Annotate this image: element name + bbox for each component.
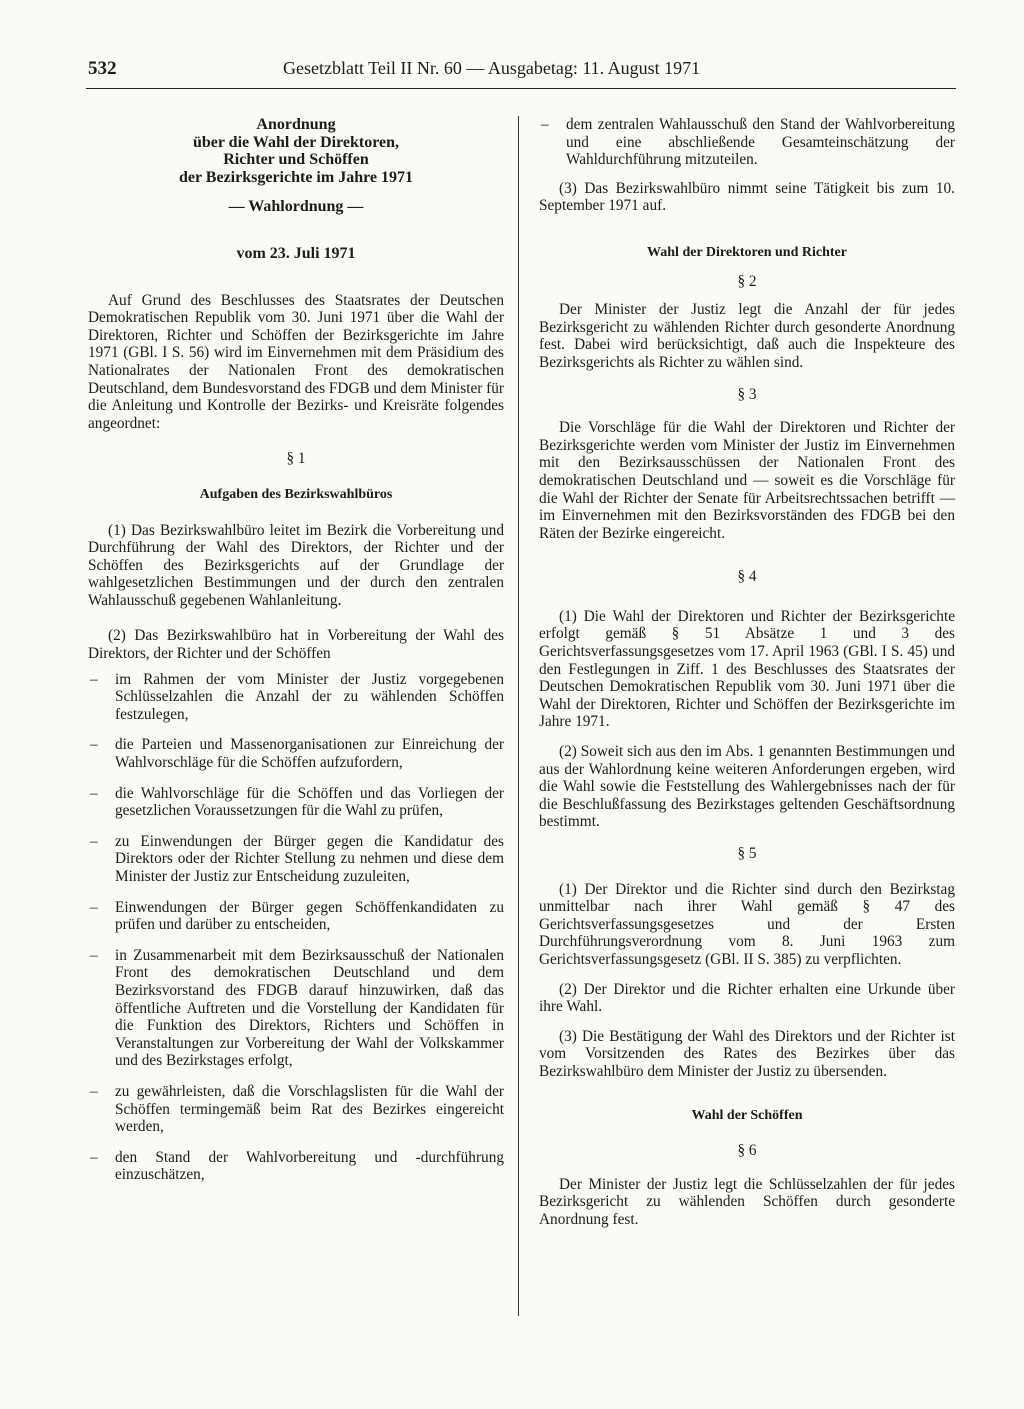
task-list-continued xyxy=(539,116,955,169)
section-number: § 4 xyxy=(737,568,757,586)
paragraph: (3) Die Bestätigung der Wahl des Direktors und der Richter ist vom Vorsitzenden des Rates des Bezirkes über das Bezirkswahlbüro dem Minister der Justiz zu übersenden. xyxy=(539,1027,955,1080)
title-line: über die Wahl der Direktoren, xyxy=(192,133,400,151)
page-number: 532 xyxy=(88,58,117,79)
title-line: Anordnung xyxy=(256,116,336,133)
task-list xyxy=(88,671,504,1184)
list-item: – zu Einwendungen der Bürger gegen die Kandidatur des Direktors oder der Richter Stellung zu nehmen und diese dem Minister der Justiz zur Entscheidung zuzuleiten, xyxy=(88,833,504,886)
left-column xyxy=(88,116,504,1184)
paragraph: Der Minister der Justiz legt die Anzahl der für jedes Bezirksgericht zu wählenden Richter durch gesonderte Anordnung fest. Dabei wird berücksichtigt, daß auch die Inspekteure des Bezirksgerichts als Richter zu wählen sind. xyxy=(539,301,955,371)
running-title: Gesetzblatt Teil II Nr. 60 — Ausgabetag: 11. August 1971 xyxy=(283,58,701,78)
paragraph: (2) Soweit sich aus den im Abs. 1 genannten Bestimmungen und aus der Wahlordnung keine weiteren Anforderungen ergeben, wird die Wahl sowie die Feststellung des Wahlergebnisses nach der für die Beschlußfassung des Bezirkstages geltenden Geschäftsordnung bestimmt. xyxy=(539,743,955,831)
section-number: § 1 xyxy=(286,450,306,468)
section-number: § 5 xyxy=(737,845,757,862)
paragraph: (1) Die Wahl der Direktoren und Richter der Bezirksgerichte erfolgt gemäß § 51 Absätze 1 und 3 des Gerichtsverfassungsgesetzes vom 17. April 1963 (GBl. I S. 45) und den Festlegungen in Ziff. 1 des Beschlusses des Staatsrates der Deutschen Demokratischen Republik vom 30. Juni 1971 über die Wahl der Direktoren, Richter und Schöffen der Bezirksgerichte im Jahre 1971. xyxy=(539,607,955,731)
list-item: – die Parteien und Massenorganisationen zur Einreichung der Wahlvorschläge für die Schöffen aufzufordern, xyxy=(88,736,504,771)
column-divider xyxy=(518,116,519,1316)
paragraph: Der Minister der Justiz legt die Schlüsselzahlen der für jedes Bezirksgericht zu wählenden Schöffen durch gesonderte Anordnung fest. xyxy=(539,1175,955,1228)
document-date: vom 23. Juli 1971 xyxy=(236,244,356,262)
document-subtitle: — Wahlordnung — xyxy=(228,198,364,216)
list-item: – in Zusammenarbeit mit dem Bezirksausschuß der Nationalen Front des demokratischen Deutschland und dem Bezirksvorstand des FDGB darauf hinzuwirken, daß das öffentliche Auftreten und die Vorstellung der Kandidaten für die Funktion des Direktors, Richters und Schöffen in Veranstaltungen zur Vorbereitung der Wahl der Volkskammer und des Bezirkstages erfolgt, xyxy=(88,947,504,1070)
paragraph: (2) Der Direktor und die Richter erhalten eine Urkunde über ihre Wahl. xyxy=(539,980,955,1016)
section-heading: Wahl der Schöffen xyxy=(691,1107,803,1123)
section-number: § 3 xyxy=(737,385,757,403)
section-number: § 2 xyxy=(737,272,757,290)
paragraph: Die Vorschläge für die Wahl der Direktoren und Richter der Bezirksgerichte werden vom Minister der Justiz im Einvernehmen mit den Bezirksausschüssen der Nationalen Front des demokratischen Deutschland und — soweit es die Vorschläge für die Wahl der Richter der Senate für Arbeitsrechtssachen betrifft — im Einvernehmen mit den Bezirksvorständen des FDGB bei den Räten der Bezirke eingereicht. xyxy=(539,419,955,542)
section-number: § 6 xyxy=(737,1142,757,1160)
list-item: – Einwendungen der Bürger gegen Schöffenkandidaten zu prüfen und darüber zu entscheiden, xyxy=(88,899,504,934)
paragraph: (1) Das Bezirkswahlbüro leitet im Bezirk die Vorbereitung und Durchführung der Wahl des Direktors, der Richter und der Schöffen des Bezirksgerichts auf der Grundlage der wahlgesetzlichen Bestimmungen und der durch den zentralen Wahlausschuß gegebenen Wahlanleitung. xyxy=(88,521,504,609)
title-line: Richter und Schöffen xyxy=(223,151,369,169)
preamble: Auf Grund des Beschlusses des Staatsrates der Deutschen Demokratischen Republik vom 30. Juni 1971 über die Wahl der Direktoren, Richter und Schöffen der Bezirksgerichte im Jahre 1971 (GBl. I S. 56) wird im Einvernehmen mit dem Präsidium des Nationalrates der Nationalen Front des demokratischen Deutschland, dem Bundesvorstand des FDGB und dem Minister für die Anleitung und Kontrolle der Bezirks- und Kreisräte folgendes angeordnet: xyxy=(88,291,504,432)
section-heading: Wahl der Direktoren und Richter xyxy=(647,244,847,260)
paragraph: (2) Das Bezirkswahlbüro hat in Vorbereitung der Wahl des Direktors, der Richter und der Schöffen xyxy=(88,627,504,663)
section-heading: Aufgaben des Bezirkswahlbüros xyxy=(199,486,393,502)
list-item: – den Stand der Wahlvorbereitung und -durchführung einzuschätzen, xyxy=(88,1149,504,1184)
list-item: – dem zentralen Wahlausschuß den Stand der Wahlvorbereitung und eine abschließende Gesamteinschätzung der Wahldurchführung mitzuteilen. xyxy=(539,116,955,169)
list-item: – im Rahmen der vom Minister der Justiz vorgegebenen Schlüsselzahlen die Anzahl der zu wählenden Schöffen festzulegen, xyxy=(88,671,504,724)
title-line: der Bezirksgerichte im Jahre 1971 xyxy=(178,168,414,186)
right-column xyxy=(539,116,955,1229)
header-rule xyxy=(86,88,956,89)
list-item: – zu gewährleisten, daß die Vorschlagslisten für die Wahl der Schöffen termingemäß beim Rat des Bezirkes eingereicht werden, xyxy=(88,1083,504,1136)
paragraph: (1) Der Direktor und die Richter sind durch den Bezirkstag unmittelbar nach ihrer Wahl gemäß § 47 des Gerichtsverfassungsgesetzes und der Ersten Durchführungsverordnung vom 8. Juni 1963 zum Gerichtsverfassungsgesetz (GBl. II S. 385) zu verpflichten. xyxy=(539,880,955,968)
document-title xyxy=(88,116,504,186)
list-item: – die Wahlvorschläge für die Schöffen und das Vorliegen der gesetzlichen Voraussetzungen für die Wahl zu prüfen, xyxy=(88,785,504,820)
paragraph: (3) Das Bezirkswahlbüro nimmt seine Tätigkeit bis zum 10. September 1971 auf. xyxy=(539,179,955,215)
